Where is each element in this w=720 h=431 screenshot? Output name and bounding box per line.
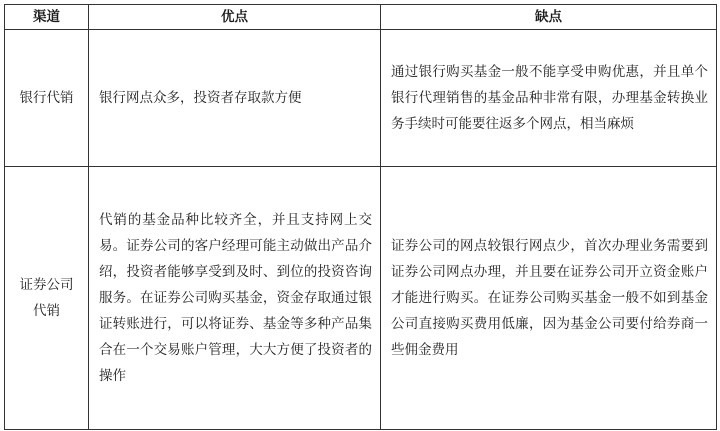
table-row: [5, 30, 717, 167]
cons-cell: 证券公司的网点较银行网点少，首次办理业务需要到证券公司网点办理，并且要在证券公司开立资金账户才能进行购买。在证券公司购买基金一般不如到基金公司直接购买费用低廉，因为基金公司要付给券商一些佣金费用: [381, 167, 717, 430]
channel-cell: [5, 167, 89, 430]
header-row: [5, 5, 717, 30]
channel-comparison-table: [4, 4, 717, 430]
header-pros: 优点: [89, 5, 381, 30]
header-cons: 缺点: [381, 5, 717, 30]
pros-cell: 代销的基金品种比较齐全，并且支持网上交易。证券公司的客户经理可能主动做出产品介绍，投资者能够享受到及时、到位的投资咨询服务。在证券公司购买基金，资金存取通过银证转账进行，可以将证券、基金等多种产品集合在一个交易账户管理，大大方便了投资者的操作: [89, 167, 381, 430]
table-row: [5, 167, 717, 430]
channel-cell: 银行代销: [5, 30, 89, 167]
header-channel: 渠道: [5, 5, 89, 30]
cons-cell: 通过银行购买基金一般不能享受申购优惠，并且单个银行代理销售的基金品种非常有限，办理基金转换业务手续时可能要往返多个网点，相当麻烦: [381, 30, 717, 167]
channel-label: 证券公司代销: [19, 277, 74, 319]
pros-cell: 银行网点众多，投资者存取款方便: [89, 30, 381, 167]
